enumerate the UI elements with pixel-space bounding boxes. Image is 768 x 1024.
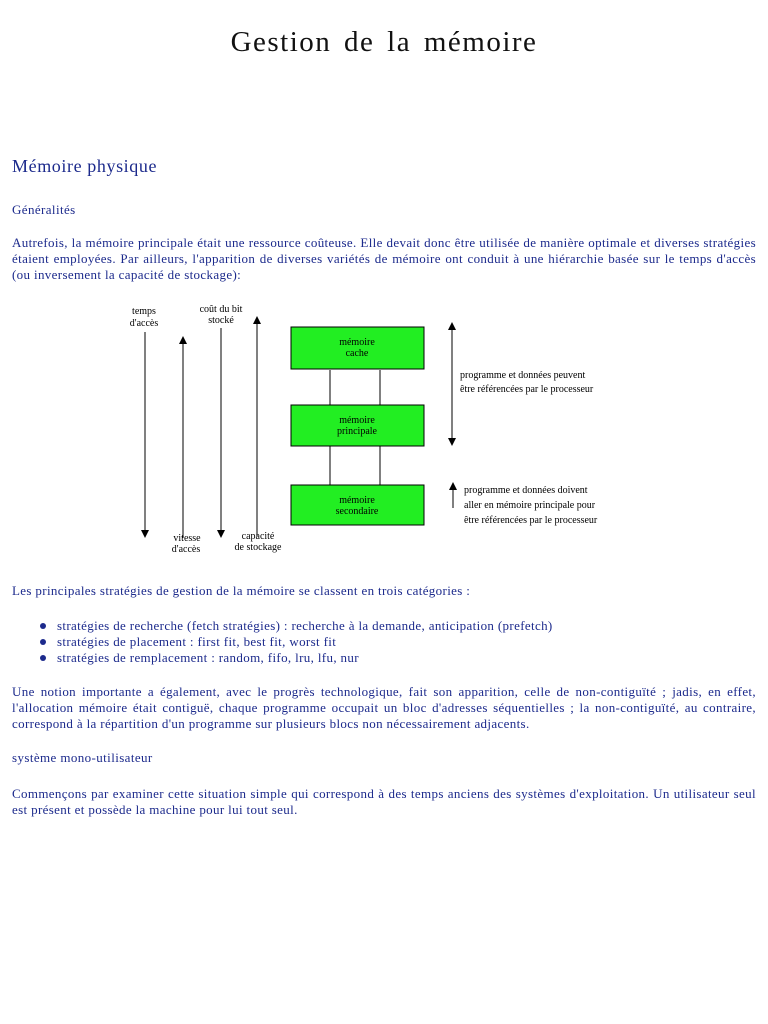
list-item: stratégies de recherche (fetch stratégies) : recherche à la demande, anticipation (prefetch)	[12, 618, 553, 634]
doivent-note-1: programme et données doivent	[464, 485, 588, 496]
peuvent-note-1: programme et données peuvent	[460, 370, 586, 381]
capacite-label-2: de stockage	[234, 542, 282, 553]
contiguite-paragraph: Une notion importante a également, avec le progrès technologique, fait son apparition, celle de non-contiguïté ; jadis, en effet, l'allocation mémoire était contiguë, chaque programme occupait un bloc d'adresses séquentielles ; la non-contiguïté, au contraire, correspond à la répartition d'un programme sur plusieurs blocs non nécessairement adjacents.	[12, 684, 756, 731]
cout-label-2: stocké	[208, 315, 234, 326]
strategies-list	[12, 618, 553, 666]
doivent-note-2: aller en mémoire principale pour	[464, 500, 596, 511]
intro-paragraph: Autrefois, la mémoire principale était une ressource coûteuse. Elle devait donc être utilisée de manière optimale et diverses stratégies étaient employées. Par ailleurs, l'apparition de diverses variétés de mémoire ont conduit à une hiérarchie basée sur le temps d'accès (ou inversement la capacité de stockage):	[12, 235, 756, 282]
temps-label-1: temps	[132, 306, 156, 317]
memory-hierarchy-diagram	[110, 298, 670, 560]
list-item: stratégies de placement : first fit, best fit, worst fit	[12, 634, 553, 650]
subheading-generalites: Généralités	[12, 202, 76, 217]
temps-label-2: d'accès	[129, 318, 159, 329]
page-title: Gestion de la mémoire	[230, 26, 538, 58]
vitesse-label-1: vitesse	[173, 533, 201, 544]
secondaire-label-2: secondaire	[335, 506, 379, 517]
cout-label-1: coût du bit	[199, 304, 243, 315]
list-item: stratégies de remplacement : random, fifo, lru, lfu, nur	[12, 650, 553, 666]
vitesse-label-2: d'accès	[171, 544, 201, 555]
categories-paragraph: Les principales stratégies de gestion de la mémoire se classent en trois catégories :	[12, 583, 471, 598]
principale-label-1: mémoire	[339, 415, 375, 426]
cache-label-2: cache	[345, 348, 369, 359]
section-heading: Mémoire physique	[12, 156, 158, 176]
cache-label-1: mémoire	[339, 337, 375, 348]
doivent-note-3: être référencées par le processeur	[464, 515, 598, 526]
subheading-mono-utilisateur: système mono-utilisateur	[12, 750, 153, 765]
mono-paragraph: Commençons par examiner cette situation simple qui correspond à des temps anciens des systèmes d'exploitation. Un utilisateur seul est présent et possède la machine pour lui tout seul.	[12, 786, 756, 817]
secondaire-label-1: mémoire	[339, 495, 375, 506]
principale-label-2: principale	[337, 426, 377, 437]
capacite-label-1: capacité	[241, 531, 275, 542]
peuvent-note-2: être référencées par le processeur	[460, 384, 594, 395]
